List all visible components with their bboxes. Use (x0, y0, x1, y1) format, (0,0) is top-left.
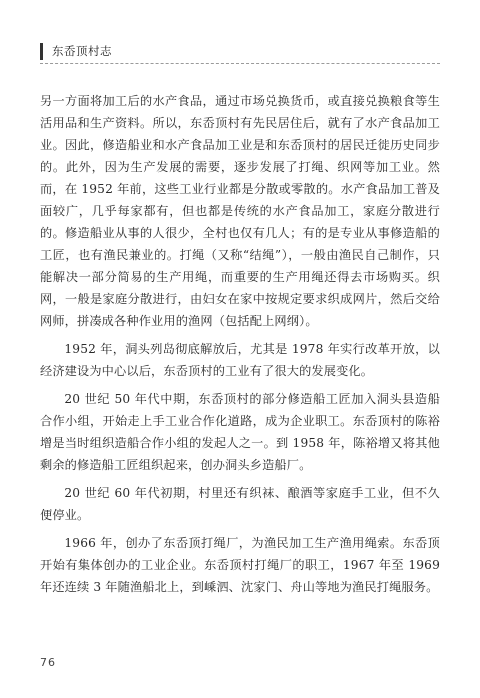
paragraph-1966: 1966 年，创办了东岙顶打绳厂，为渔民加工生产渔用绳索。东岙顶开始有集体创办的工业企业。东岙顶村打绳厂的职工，1967 年至 1969 年还连续 3 年随渔船北上，到嵊泗、沈家门、舟山等地为渔民打绳服务。 (40, 536, 440, 594)
book-title: 东岙顶村志 (52, 44, 112, 58)
page-number: 76 (40, 656, 56, 669)
paragraph-continuation: 另一方面将加工后的水产食品，通过市场兑换货币，或直接兑换粮食等生活用品和生产资料。所以，东岙顶村有先民居住后，就有了水产食品加工业。因此，修造船业和水产食品加工业是和东岙顶村的居民迁徙历史同步的。此外，因为生产发展的需要，逐步发展了打绳、织网等加工业。然而，在 1952 年前，这些工业行业都是分散或零散的。水产食品加工普及面较广，几乎每家都有，但也都是传统的水产食品加工，家庭分散进行的。修造船业从事的人很少，全村也仅有几人；有的是专业从事修造船的工匠，也有渔民兼业的。打绳（又称“结绳”），一般由渔民自己制作，只能解决一部分简易的生产用绳，而重要的生产用绳还得去市场购买。织网，一般是家庭分散进行，由妇女在家中按规定要求织成网片，然后交给网师，拼凑成各种作业用的渔网（包括配上网纲）。 (40, 94, 440, 328)
running-header (40, 42, 440, 62)
main-text (40, 90, 440, 604)
header-accent-bar (40, 43, 43, 60)
paragraph-1960s: 20 世纪 60 年代初期，村里还有织袜、酿酒等家庭手工业，但不久便停业。 (40, 486, 440, 522)
paragraph-1952: 1952 年，洞头列岛彻底解放后，尤其是 1978 年实行改革开放，以经济建设为中心以后，东岙顶村的工业有了很大的发展变化。 (40, 342, 440, 378)
paragraph-1950s: 20 世纪 50 年代中期，东岙顶村的部分修造船工匠加入洞头县造船合作小组，开始走上手工业合作化道路，成为企业职工。东岙顶村的陈裕增是当时组织造船合作小组的发起人之一。到 1958 年，陈裕增又将其他剩余的修造船工匠组织起来，创办洞头乡造船厂。 (40, 392, 440, 472)
header-divider (40, 63, 440, 64)
